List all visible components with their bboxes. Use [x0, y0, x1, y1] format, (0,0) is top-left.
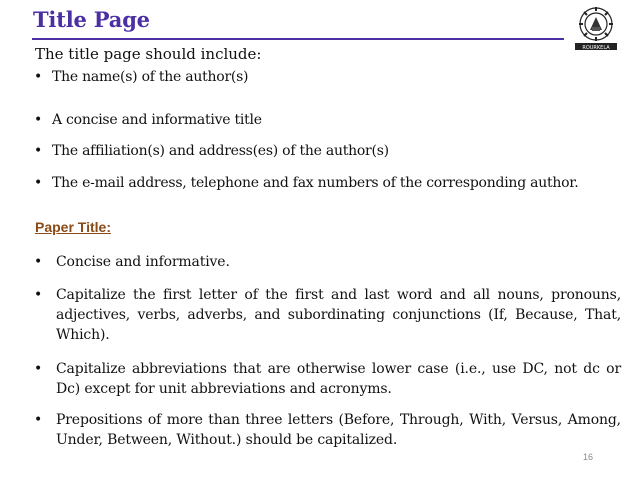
- list-item-text: The name(s) of the author(s): [52, 69, 249, 85]
- list-item-text: A concise and informative title: [52, 112, 262, 128]
- list-item-text: Capitalize abbreviations that are otherwise lower case (i.e., use DC, not dc or Dc) except for unit abbreviations and acronyms.: [56, 361, 621, 397]
- bullet-marker: •: [34, 175, 43, 191]
- bullet-marker: •: [34, 112, 43, 128]
- intro-text: The title page should include:: [35, 45, 262, 63]
- list-item-text: Concise and informative.: [56, 254, 230, 270]
- institute-emblem-icon: [570, 5, 622, 51]
- bullet-marker: •: [34, 69, 43, 85]
- page-title: Title Page: [33, 7, 150, 32]
- bullet-marker: •: [34, 412, 43, 428]
- institute-emblem-graphic: [570, 5, 622, 51]
- list-item-text: The affiliation(s) and address(es) of the author(s): [52, 143, 389, 159]
- list-item-text: Capitalize the first letter of the first and last word and all nouns, pronouns, adjectives, verbs, adverbs, and subordinating conjunctions (If, Because, That, Which).: [56, 287, 621, 343]
- bullet-marker: •: [34, 361, 43, 377]
- emblem-label: ROURKELA: [582, 44, 610, 51]
- page-number: 16: [583, 452, 594, 462]
- section-heading: Paper Title:: [35, 219, 111, 235]
- title-underline: [32, 38, 564, 40]
- list-item-text: The e-mail address, telephone and fax numbers of the corresponding author.: [52, 175, 579, 191]
- list-item-text: Prepositions of more than three letters (Before, Through, With, Versus, Among, Under, Between, Without.) should be capitalized.: [56, 412, 621, 448]
- bullet-marker: •: [34, 254, 43, 270]
- bullet-marker: •: [34, 287, 43, 303]
- bullet-marker: •: [34, 143, 43, 159]
